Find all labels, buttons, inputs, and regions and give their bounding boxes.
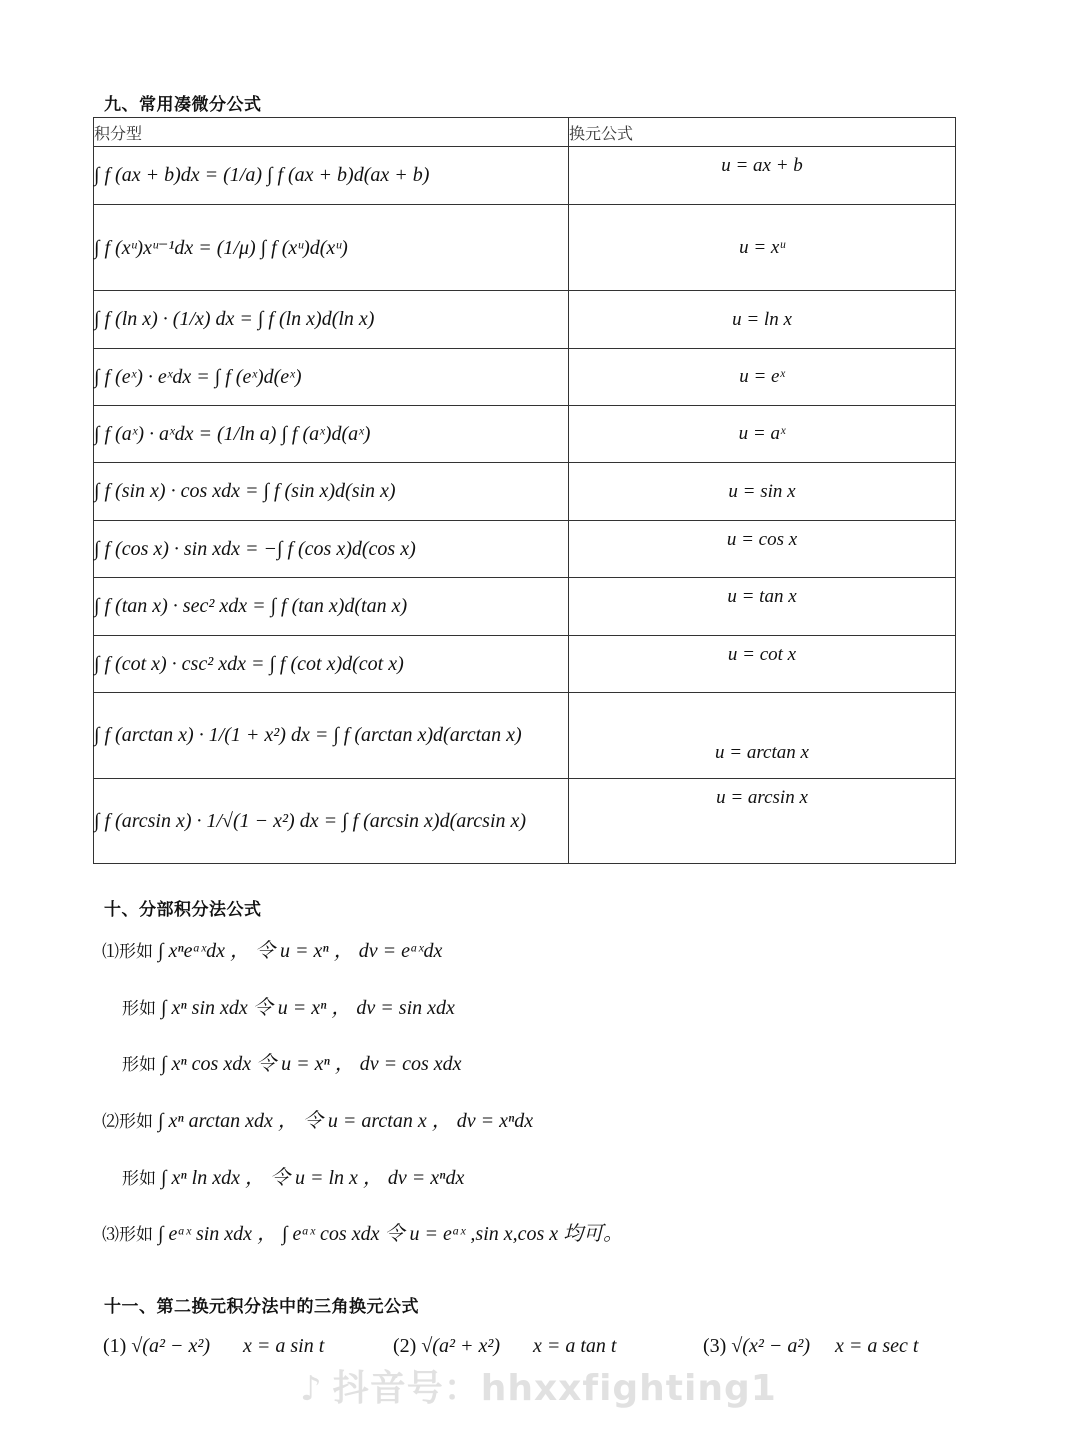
parts-line-6 [102,1217,623,1246]
table-header-row [94,118,956,147]
table-row [94,578,956,636]
formula-cell: ∫ f (ln x) · (1/x) dx = ∫ f (ln x)d(ln x) [94,291,569,349]
section-title-10: 十、分部积分法公式 [104,900,262,920]
header-integral-type: 积分型 [94,118,569,147]
parts-line-1 [102,934,442,963]
douyin-icon: ♪ [300,1369,323,1409]
parts-label: ⑵形如 [102,1112,153,1132]
parts-line-3 [122,1047,462,1076]
formula-cell: ∫ f (aˣ) · aˣdx = (1/ln a) ∫ f (aˣ)d(aˣ) [94,406,569,463]
table-row [94,147,956,205]
formula-cell: ∫ f (arcsin x) · 1/√(1 − x²) dx = ∫ f (arcsin x)d(arcsin x) [94,779,569,864]
trig-label: (2) [393,1335,417,1357]
parts-line-5 [122,1161,464,1190]
table-row [94,463,956,521]
table-row [94,205,956,291]
parts-line-4 [102,1104,533,1133]
parts-formula: ∫ xⁿ sin xdx 令 u = xⁿ ， dv = sin xdx [161,997,455,1019]
parts-label: 形如 [122,999,156,1019]
formula-cell: ∫ f (eˣ) · eˣdx = ∫ f (eˣ)d(eˣ) [94,349,569,406]
formula-cell: ∫ f (xᵘ)xᵘ⁻¹dx = (1/μ) ∫ f (xᵘ)d(xᵘ) [94,205,569,291]
table-row [94,349,956,406]
trig-expr: √(a² + x²) [421,1335,500,1357]
substitution-cell: u = sin x [569,463,956,521]
parts-label: ⑶形如 [102,1225,153,1245]
trig-label: (1) [103,1335,127,1357]
formula-cell: ∫ f (cos x) · sin xdx = −∫ f (cos x)d(cos x) [94,521,569,578]
trig-sub: x = a tan t [533,1335,617,1357]
substitution-table [93,117,956,864]
trig-sub: x = a sin t [243,1335,325,1357]
substitution-cell: u = ax + b [569,147,956,205]
table-row [94,406,956,463]
substitution-cell: u = ln x [569,291,956,349]
parts-label: 形如 [122,1055,156,1075]
table-row [94,779,956,864]
header-substitution: 换元公式 [569,118,956,147]
formula-cell: ∫ f (cot x) · csc² xdx = ∫ f (cot x)d(cot x) [94,636,569,693]
substitution-cell: u = aˣ [569,406,956,463]
substitution-cell: u = arctan x [569,693,956,779]
parts-line-2 [122,991,455,1020]
table-row [94,693,956,779]
parts-formula: ∫ xⁿ ln xdx ， 令 u = ln x ， dv = xⁿdx [161,1167,465,1189]
formula-cell: ∫ f (sin x) · cos xdx = ∫ f (sin x)d(sin x) [94,463,569,521]
substitution-cell: u = tan x [569,578,956,636]
substitution-cell: u = arcsin x [569,779,956,864]
trig-expr: √(x² − a²) [731,1335,810,1357]
substitution-cell: u = eˣ [569,349,956,406]
parts-formula: ∫ xⁿ arctan xdx ， 令 u = arctan x ， dv = xⁿdx [158,1110,534,1132]
trig-sub: x = a sec t [835,1335,919,1357]
trig-label: (3) [703,1335,727,1357]
formula-cell: ∫ f (tan x) · sec² xdx = ∫ f (tan x)d(tan x) [94,578,569,636]
trig-item-3 [703,1335,918,1358]
parts-label: 形如 [122,1169,156,1189]
parts-label: ⑴形如 [102,942,153,962]
substitution-cell: u = cot x [569,636,956,693]
table-row [94,636,956,693]
parts-formula: ∫ xⁿeᵃˣdx ， 令 u = xⁿ ， dv = eᵃˣdx [158,940,443,962]
trig-expr: √(a² − x²) [131,1335,210,1357]
formula-cell: ∫ f (ax + b)dx = (1/a) ∫ f (ax + b)d(ax + b) [94,147,569,205]
parts-formula: ∫ eᵃˣ sin xdx ， ∫ eᵃˣ cos xdx 令 u = eᵃˣ ,sin x,cos x 均可。 [158,1223,624,1245]
watermark [300,1360,777,1411]
table-row [94,291,956,349]
section-title-9: 九、常用凑微分公式 [104,95,262,115]
section-title-11: 十一、第二换元积分法中的三角换元公式 [104,1297,419,1317]
parts-formula: ∫ xⁿ cos xdx 令 u = xⁿ ， dv = cos xdx [161,1053,462,1075]
substitution-cell: u = xᵘ [569,205,956,291]
trig-item-1 [103,1335,324,1358]
formula-cell: ∫ f (arctan x) · 1/(1 + x²) dx = ∫ f (arctan x)d(arctan x) [94,693,569,779]
substitution-cell: u = cos x [569,521,956,578]
watermark-text: 抖音号：hhxxfighting1 [332,1368,777,1409]
trig-item-2 [393,1335,617,1358]
table-row [94,521,956,578]
